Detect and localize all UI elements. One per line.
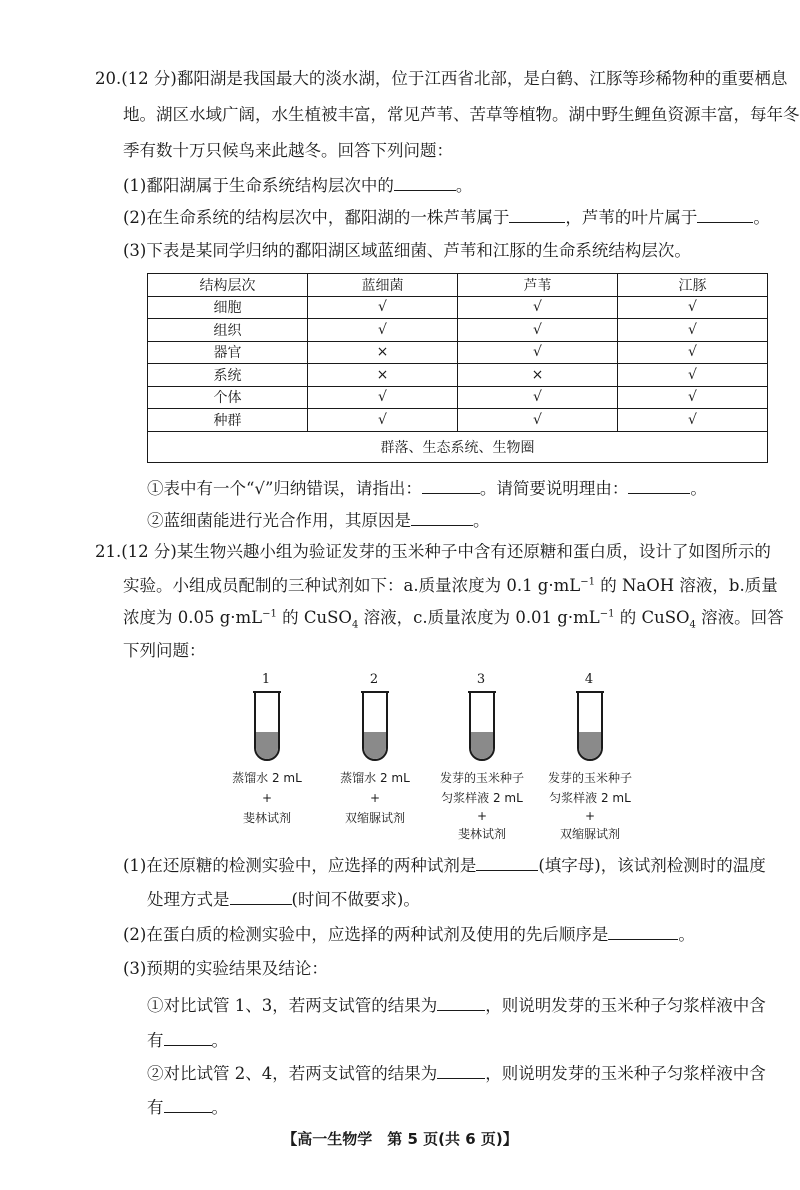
q21-line3-e: 溶液。回答 <box>695 608 784 627</box>
answer-blank[interactable] <box>628 477 690 494</box>
tube-number: 2 <box>369 672 379 687</box>
table-cell: √ <box>458 319 618 342</box>
unit-exponent: −1 <box>580 576 595 588</box>
tube-label-line1: 蒸馏水 2 mL <box>340 771 410 785</box>
table-footer-cell: 群落、生态系统、生物圈 <box>148 431 768 462</box>
q21-line3 <box>123 607 784 629</box>
table-cell: √ <box>308 296 458 319</box>
table-cell: √ <box>458 341 618 364</box>
q20-item2-text: ②蓝细菌能进行光合作用，其原因是 <box>147 511 411 530</box>
q20-sub1-end: 。 <box>455 176 473 195</box>
q20-line2: 地。湖区水域广阔，水生植被丰富，常见芦苇、苦草等植物。湖中野生鲤鱼资源丰富，每年冬 <box>123 105 800 124</box>
answer-blank[interactable] <box>697 206 753 223</box>
tube-label-line4: 斐林试剂 <box>457 827 506 841</box>
q21-result1-text-b: ，则说明发芽的玉米种子匀浆样液中含 <box>485 996 766 1015</box>
table-cell: √ <box>618 341 768 364</box>
test-tube-2-icon <box>360 690 390 762</box>
formula-subscript: 4 <box>351 619 359 631</box>
q20-sub3: (3)下表是某同学归纳的鄱阳湖区域蓝细菌、芦苇和江豚的生命系统结构层次。 <box>123 241 691 260</box>
table-cell: √ <box>308 319 458 342</box>
q21-sub1-text-d: (时间不做要求)。 <box>291 890 420 909</box>
unit-exponent: −1 <box>262 608 277 620</box>
answer-blank[interactable] <box>608 923 678 940</box>
formula-subscript: 4 <box>689 619 696 631</box>
table-footer-row <box>148 431 768 462</box>
q21-head: 21.(12 分)某生物兴趣小组为验证发芽的玉米种子中含有还原糖和蛋白质，设计了如图所示的 <box>95 542 771 561</box>
q21-result1 <box>147 994 766 1017</box>
table-cell: 细胞 <box>148 296 308 319</box>
answer-blank[interactable] <box>230 888 292 905</box>
q21-sub2-end: 。 <box>678 925 695 944</box>
structure-level-table <box>147 273 768 463</box>
q20-item1-end: 。 <box>690 479 707 498</box>
q20-item1 <box>147 477 707 500</box>
q21-result2-cont <box>147 1096 228 1119</box>
unit-exponent: −1 <box>599 608 615 620</box>
tube-label-line2: + <box>261 791 273 805</box>
q21-result1-text-c: 有 <box>147 1031 164 1050</box>
tube-number: 1 <box>261 672 271 687</box>
q21-sub1-cont <box>147 888 420 911</box>
q21-result2 <box>147 1062 766 1085</box>
table-cell: 个体 <box>148 386 308 409</box>
tube-label-line2: 匀浆样液 2 mL <box>549 791 631 805</box>
q21-result2-text-c: 有 <box>147 1098 164 1117</box>
table-row <box>148 296 768 319</box>
table-cell: √ <box>308 386 458 409</box>
answer-blank[interactable] <box>422 477 480 494</box>
tube-label-line3: + <box>476 809 488 823</box>
q20-line3: 季有数十万只候鸟来此越冬。回答下列问题： <box>123 141 453 160</box>
q20-sub2 <box>123 206 770 229</box>
q21-line2-b: 的 NaOH 溶液，b.质量 <box>594 576 778 595</box>
answer-blank[interactable] <box>411 509 473 526</box>
q21-sub1-text-b: (填字母)，该试剂检测时的温度 <box>538 856 766 875</box>
table-cell: √ <box>618 319 768 342</box>
table-cell: 系统 <box>148 364 308 387</box>
table-cell: × <box>458 364 618 387</box>
tube-label-line4: 双缩脲试剂 <box>559 827 620 841</box>
test-tube-3-icon <box>467 690 497 762</box>
table-cell: 组织 <box>148 319 308 342</box>
answer-blank[interactable] <box>437 994 485 1011</box>
q21-result1-text-a: ①对比试管 1、3，若两支试管的结果为 <box>147 996 438 1015</box>
tube-label-line1: 发芽的玉米种子 <box>439 771 524 785</box>
answer-blank[interactable] <box>437 1062 485 1079</box>
table-cell: √ <box>458 409 618 432</box>
q21-line2-a: 实验。小组成员配制的三种试剂如下：a.质量浓度为 0.1 g·mL <box>123 576 581 595</box>
q21-line4: 下列问题： <box>123 641 206 660</box>
table-row <box>148 341 768 364</box>
tube-label-line1: 发芽的玉米种子 <box>547 771 632 785</box>
table-row <box>148 409 768 432</box>
q21-sub1-text-c: 处理方式是 <box>147 890 230 909</box>
q21-sub1-text-a: (1)在还原糖的检测实验中，应选择的两种试剂是 <box>123 856 477 875</box>
page-footer: 【高一生物学 第 5 页(共 6 页)】 <box>282 1130 518 1148</box>
q20-item1-text-b: 。请简要说明理由： <box>479 479 629 498</box>
tube-label-line2: + <box>369 791 381 805</box>
answer-blank[interactable] <box>476 854 538 871</box>
table-cell: √ <box>618 364 768 387</box>
q21-result2-end: 。 <box>211 1098 228 1117</box>
q21-sub2-text: (2)在蛋白质的检测实验中，应选择的两种试剂及使用的先后顺序是 <box>123 925 609 944</box>
q20-sub2-text-a: (2)在生命系统的结构层次中，鄱阳湖的一株芦苇属于 <box>123 208 510 227</box>
q21-line3-b: 的 CuSO <box>276 608 352 627</box>
table-row <box>148 364 768 387</box>
table-cell: √ <box>618 409 768 432</box>
test-tube-4-icon <box>575 690 605 762</box>
tube-number: 4 <box>584 672 594 687</box>
tube-label-line1: 蒸馏水 2 mL <box>232 771 302 785</box>
tube-label-line2: 匀浆样液 2 mL <box>441 791 523 805</box>
tube-label-line3: 斐林试剂 <box>242 811 291 825</box>
q20-sub1 <box>123 174 472 197</box>
table-cell: √ <box>458 386 618 409</box>
q20-item1-text-a: ①表中有一个“√”归纳错误，请指出： <box>147 479 422 498</box>
answer-blank[interactable] <box>394 174 456 191</box>
answer-blank[interactable] <box>164 1029 212 1046</box>
q20-sub2-end: 。 <box>753 208 770 227</box>
q20-item2 <box>147 509 490 532</box>
q21-line3-d: 的 CuSO <box>614 608 690 627</box>
q21-line3-a: 浓度为 0.05 g·mL <box>123 608 263 627</box>
tube-number: 3 <box>476 672 486 687</box>
q21-result1-cont <box>147 1029 228 1052</box>
q20-sub2-text-b: ，芦苇的叶片属于 <box>565 208 698 227</box>
q21-result1-end: 。 <box>211 1031 228 1050</box>
table-cell: × <box>308 364 458 387</box>
table-header-cell: 江豚 <box>618 274 768 297</box>
q20-item2-end: 。 <box>473 511 490 530</box>
q21-line3-c: 溶液，c.质量浓度为 0.01 g·mL <box>358 608 600 627</box>
table-cell: 器官 <box>148 341 308 364</box>
table-cell: √ <box>458 296 618 319</box>
table-header-cell: 蓝细菌 <box>308 274 458 297</box>
test-tube-1-icon <box>252 690 282 762</box>
q20-sub1-text: (1)鄱阳湖属于生命系统结构层次中的 <box>123 176 394 195</box>
q21-sub2 <box>123 923 695 946</box>
q21-result2-text-b: ，则说明发芽的玉米种子匀浆样液中含 <box>485 1064 766 1083</box>
table-row <box>148 319 768 342</box>
answer-blank[interactable] <box>164 1096 212 1113</box>
table-header-row <box>148 274 768 297</box>
q20-head: 20.(12 分)鄱阳湖是我国最大的淡水湖，位于江西省北部，是白鹤、江豚等珍稀物种的重要栖息 <box>95 69 788 88</box>
table-header-cell: 芦苇 <box>458 274 618 297</box>
q21-sub1 <box>123 854 766 877</box>
table-cell: 种群 <box>148 409 308 432</box>
table-cell: √ <box>308 409 458 432</box>
tube-label-line3: + <box>584 809 596 823</box>
table-cell: √ <box>618 296 768 319</box>
q21-sub3: (3)预期的实验结果及结论： <box>123 959 328 978</box>
q21-result2-text-a: ②对比试管 2、4，若两支试管的结果为 <box>147 1064 438 1083</box>
tube-label-line3: 双缩脲试剂 <box>344 811 405 825</box>
table-header-cell: 结构层次 <box>148 274 308 297</box>
q21-line2 <box>123 575 778 597</box>
table-row <box>148 386 768 409</box>
answer-blank[interactable] <box>509 206 565 223</box>
table-cell: √ <box>618 386 768 409</box>
table-cell: × <box>308 341 458 364</box>
